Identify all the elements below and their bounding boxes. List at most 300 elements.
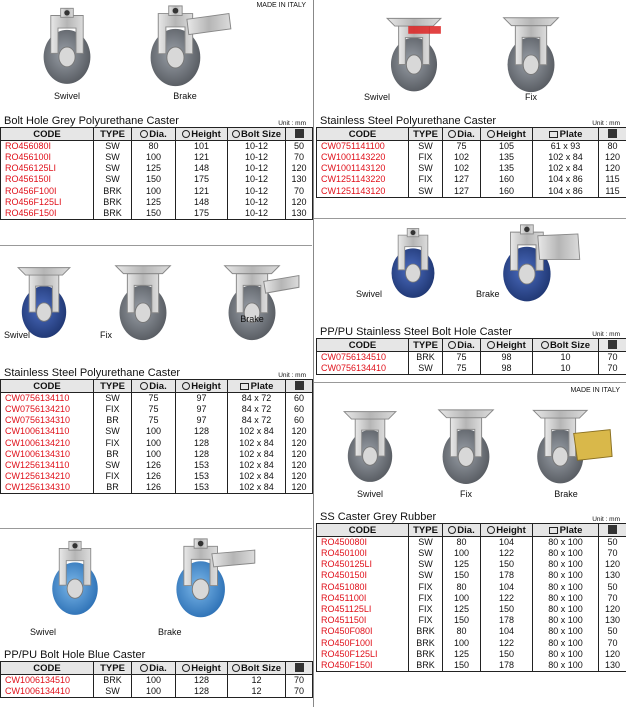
code-header xyxy=(1,380,94,393)
weight-cell: 120 xyxy=(286,460,313,471)
dia-cell: 127 xyxy=(443,174,481,185)
weight-cell: 120 xyxy=(286,438,313,449)
caster-photo-fix xyxy=(486,8,576,102)
size-cell: 80 x 100 xyxy=(533,626,599,637)
type-cell: BR xyxy=(94,449,132,460)
height-cell: 122 xyxy=(481,593,533,604)
section-stainless-pu-right xyxy=(316,0,626,198)
caster-photo-brake xyxy=(150,537,270,637)
wheel-height-icon xyxy=(182,130,190,138)
header-label: Height xyxy=(191,662,221,674)
load-capacity-icon xyxy=(608,525,617,534)
height-cell: 135 xyxy=(481,152,533,163)
size-cell: 80 x 100 xyxy=(533,559,599,570)
height-cell: 101 xyxy=(176,141,228,153)
weight-cell: 130 xyxy=(286,208,313,220)
type-cell: FIX xyxy=(94,404,132,415)
size-cell: 80 x 100 xyxy=(533,660,599,672)
weight-cell: 60 xyxy=(286,393,313,405)
dia-cell: 127 xyxy=(443,186,481,198)
section-header xyxy=(316,113,626,127)
code-cell: RO456080I xyxy=(1,141,94,153)
size-cell: 84 x 72 xyxy=(228,393,286,405)
code-cell: CW1006134310 xyxy=(1,449,94,460)
dia-header xyxy=(443,524,481,537)
table-header-row xyxy=(317,128,626,141)
dia-cell: 150 xyxy=(132,174,176,185)
section-ss-grey-rubber xyxy=(316,385,626,672)
photo-label: Fix xyxy=(100,330,112,340)
size-cell: 84 x 72 xyxy=(228,415,286,426)
code-cell: RO450F125LI xyxy=(317,649,409,660)
size-cell: 102 x 84 xyxy=(228,449,286,460)
height-cell: 98 xyxy=(481,363,533,375)
type-header xyxy=(409,524,443,537)
wheel-diameter-icon xyxy=(448,130,456,138)
table-row xyxy=(317,152,626,163)
spec-table xyxy=(316,523,626,672)
code-header xyxy=(1,662,94,675)
size-header xyxy=(228,662,286,675)
code-cell: RO450125LI xyxy=(317,559,409,570)
dia-cell: 100 xyxy=(132,426,176,437)
load-capacity-icon xyxy=(608,340,617,349)
code-cell: RO450F080I xyxy=(317,626,409,637)
weight-cell: 120 xyxy=(286,197,313,208)
size-cell: 10 xyxy=(533,352,599,364)
code-cell: CW1256134310 xyxy=(1,482,94,494)
height-cell: 121 xyxy=(176,186,228,197)
type-cell: SW xyxy=(94,393,132,405)
header-label: Bolt Size xyxy=(549,339,591,351)
table-row xyxy=(317,604,626,615)
header-label: TYPE xyxy=(413,339,438,351)
height-cell: 150 xyxy=(481,649,533,660)
type-header xyxy=(409,339,443,352)
table-row xyxy=(1,208,313,220)
type-cell: BR xyxy=(94,482,132,494)
type-header xyxy=(94,662,132,675)
code-cell: RO450F100I xyxy=(317,638,409,649)
height-cell: 122 xyxy=(481,638,533,649)
type-cell: SW xyxy=(94,686,132,698)
code-cell: RO450100I xyxy=(317,548,409,559)
dia-header xyxy=(132,380,176,393)
header-label: TYPE xyxy=(413,128,438,140)
height-cell: 175 xyxy=(176,208,228,220)
code-cell: CW1256134110 xyxy=(1,460,94,471)
header-label: Height xyxy=(496,339,526,351)
dia-cell: 80 xyxy=(443,582,481,593)
caster-image xyxy=(518,399,614,489)
weight-cell: 120 xyxy=(286,449,313,460)
table-row xyxy=(1,415,313,426)
type-cell: BRK xyxy=(94,675,132,687)
section-ppu-bolt-blue xyxy=(0,531,312,698)
photo-area xyxy=(0,248,312,365)
dia-header xyxy=(132,128,176,141)
dia-cell: 150 xyxy=(443,615,481,626)
caster-image xyxy=(135,4,235,90)
weight-cell: 50 xyxy=(599,582,626,593)
dia-cell: 80 xyxy=(132,141,176,153)
wheel-height-icon xyxy=(487,341,495,349)
caster-image xyxy=(489,8,573,96)
size-cell: 80 x 100 xyxy=(533,649,599,660)
header-label: Bolt Size xyxy=(240,662,282,674)
dia-cell: 75 xyxy=(443,363,481,375)
load-capacity-icon xyxy=(295,129,304,138)
weight-cell: 130 xyxy=(599,570,626,581)
height-header xyxy=(176,662,228,675)
section-title: PP/PU Bolt Hole Blue Caster xyxy=(4,649,146,661)
header-label: Dia. xyxy=(149,128,167,140)
section-header xyxy=(316,509,626,523)
weight-header xyxy=(599,128,626,141)
section-divider xyxy=(314,218,626,219)
weight-cell: 120 xyxy=(599,604,626,615)
size-cell: 61 x 93 xyxy=(533,141,599,153)
caster-photo-brake xyxy=(196,256,308,324)
height-cell: 104 xyxy=(481,582,533,593)
code-cell: CW1001143120 xyxy=(317,163,409,174)
size-cell: 10-12 xyxy=(228,152,286,163)
code-cell: CW1006134110 xyxy=(1,426,94,437)
table-header-row xyxy=(1,662,313,675)
caster-image xyxy=(31,4,103,90)
header-label: Dia. xyxy=(457,339,475,351)
photo-label: Brake xyxy=(240,314,264,324)
header-label: Dia. xyxy=(149,662,167,674)
height-cell: 148 xyxy=(176,197,228,208)
size-header xyxy=(533,128,599,141)
height-cell: 128 xyxy=(176,675,228,687)
height-header xyxy=(176,128,228,141)
table-row xyxy=(1,471,313,482)
type-cell: FIX xyxy=(409,582,443,593)
spec-table xyxy=(0,661,313,698)
table-row xyxy=(1,163,313,174)
height-cell: 153 xyxy=(176,482,228,494)
dia-header xyxy=(443,339,481,352)
table-row xyxy=(1,460,313,471)
photo-label: Swivel xyxy=(356,289,383,299)
dia-cell: 126 xyxy=(132,482,176,494)
photo-label: Fix xyxy=(460,489,472,499)
weight-cell: 70 xyxy=(286,186,313,197)
height-header xyxy=(481,128,533,141)
table-row xyxy=(1,197,313,208)
caster-photo-swivel xyxy=(330,399,410,499)
type-cell: SW xyxy=(409,559,443,570)
caster-image xyxy=(155,537,265,621)
code-cell: CW1006134510 xyxy=(1,675,94,687)
height-cell: 128 xyxy=(176,686,228,698)
section-title: PP/PU Stainless Steel Bolt Hole Caster xyxy=(320,326,512,338)
height-cell: 128 xyxy=(176,426,228,437)
caster-photo-swivel xyxy=(22,4,112,101)
wheel-diameter-icon xyxy=(140,664,148,672)
caster-image xyxy=(333,399,407,489)
height-cell: 128 xyxy=(176,449,228,460)
weight-header xyxy=(599,339,626,352)
dia-cell: 80 xyxy=(443,626,481,637)
photo-label: Brake xyxy=(554,489,578,499)
code-cell: RO456150I xyxy=(1,174,94,185)
caster-photo-brake xyxy=(476,223,596,299)
header-label: TYPE xyxy=(100,662,125,674)
code-cell: CW0756134310 xyxy=(1,415,94,426)
type-cell: FIX xyxy=(409,152,443,163)
code-cell: RO451150I xyxy=(317,615,409,626)
header-label: Height xyxy=(191,128,221,140)
height-cell: 150 xyxy=(481,604,533,615)
section-header xyxy=(0,647,312,661)
size-cell: 10-12 xyxy=(228,186,286,197)
load-capacity-icon xyxy=(295,381,304,390)
header-label: CODE xyxy=(33,380,61,392)
wheel-diameter-icon xyxy=(448,526,456,534)
caster-photo-swivel xyxy=(364,8,464,102)
type-cell: BR xyxy=(94,415,132,426)
type-cell: FIX xyxy=(409,593,443,604)
code-cell: CW0756134110 xyxy=(1,393,94,405)
dia-cell: 126 xyxy=(132,471,176,482)
code-cell: RO451080I xyxy=(317,582,409,593)
table-header-row xyxy=(317,339,626,352)
caster-photo-fix xyxy=(100,256,186,340)
height-cell: 153 xyxy=(176,471,228,482)
table-row xyxy=(317,352,626,364)
size-cell: 102 x 84 xyxy=(228,471,286,482)
section-title: SS Caster Grey Rubber xyxy=(320,511,437,523)
type-cell: FIX xyxy=(409,615,443,626)
code-cell: RO456F125LI xyxy=(1,197,94,208)
header-label: TYPE xyxy=(413,524,438,536)
type-cell: SW xyxy=(94,460,132,471)
weight-cell: 130 xyxy=(599,660,626,672)
photo-label: Swivel xyxy=(53,91,80,101)
table-row xyxy=(1,152,313,163)
unit-label: Unit : mm xyxy=(592,516,620,523)
size-cell: 80 x 100 xyxy=(533,638,599,649)
header-label: Plate xyxy=(559,524,583,536)
type-cell: FIX xyxy=(94,438,132,449)
header-label: Height xyxy=(496,128,526,140)
header-label: CODE xyxy=(33,128,61,140)
header-label: CODE xyxy=(348,524,377,536)
height-header xyxy=(481,339,533,352)
type-cell: SW xyxy=(409,363,443,375)
photo-label: Brake xyxy=(476,289,500,299)
code-cell: RO456100I xyxy=(1,152,94,163)
photo-label: Fix xyxy=(525,92,537,102)
code-cell: RO450080I xyxy=(317,537,409,549)
caster-image xyxy=(366,8,462,96)
table-header-row xyxy=(1,128,313,141)
code-header xyxy=(317,128,409,141)
spec-table xyxy=(0,127,313,220)
dia-cell: 80 xyxy=(443,537,481,549)
height-cell: 97 xyxy=(176,393,228,405)
weight-cell: 120 xyxy=(599,649,626,660)
table-row xyxy=(1,438,313,449)
wheel-diameter-icon xyxy=(140,382,148,390)
header-label: Bolt Size xyxy=(240,128,282,140)
table-row xyxy=(1,174,313,185)
spec-table xyxy=(0,379,313,494)
table-row xyxy=(1,686,313,698)
height-cell: 97 xyxy=(176,415,228,426)
weight-header xyxy=(286,128,313,141)
type-cell: BRK xyxy=(409,649,443,660)
height-cell: 97 xyxy=(176,404,228,415)
table-row xyxy=(317,537,626,549)
size-cell: 10-12 xyxy=(228,174,286,185)
photo-label: Swivel xyxy=(364,92,391,102)
height-cell: 104 xyxy=(481,626,533,637)
size-cell: 104 x 86 xyxy=(533,174,599,185)
header-label: Dia. xyxy=(457,524,475,536)
dia-cell: 75 xyxy=(132,404,176,415)
type-header xyxy=(409,128,443,141)
section-title: Stainless Steel Polyurethane Caster xyxy=(320,115,497,127)
type-cell: FIX xyxy=(94,471,132,482)
weight-cell: 60 xyxy=(286,404,313,415)
height-cell: 122 xyxy=(481,548,533,559)
size-cell: 10-12 xyxy=(228,197,286,208)
table-row xyxy=(317,626,626,637)
size-cell: 102 x 84 xyxy=(228,482,286,494)
weight-cell: 60 xyxy=(286,415,313,426)
code-cell: CW0751141100 xyxy=(317,141,409,153)
column-divider xyxy=(313,0,314,707)
dia-cell: 125 xyxy=(443,604,481,615)
code-cell: CW1006134410 xyxy=(1,686,94,698)
size-cell: 104 x 86 xyxy=(533,186,599,198)
wheel-height-icon xyxy=(182,664,190,672)
made-in-italy-label: MADE IN ITALY xyxy=(570,387,620,394)
table-header-row xyxy=(1,380,313,393)
dia-cell: 100 xyxy=(132,438,176,449)
type-cell: BRK xyxy=(94,208,132,220)
header-label: Dia. xyxy=(457,128,475,140)
height-cell: 178 xyxy=(481,615,533,626)
weight-cell: 80 xyxy=(599,141,626,153)
dia-cell: 75 xyxy=(132,393,176,405)
type-header xyxy=(94,380,132,393)
height-cell: 104 xyxy=(481,537,533,549)
load-capacity-icon xyxy=(608,129,617,138)
size-cell: 102 x 84 xyxy=(228,426,286,437)
dia-cell: 100 xyxy=(132,449,176,460)
height-cell: 148 xyxy=(176,163,228,174)
size-cell: 10-12 xyxy=(228,163,286,174)
section-divider xyxy=(314,382,626,383)
weight-cell: 130 xyxy=(599,615,626,626)
header-label: CODE xyxy=(348,128,377,140)
header-label: TYPE xyxy=(100,380,125,392)
caster-photo-brake xyxy=(516,399,616,499)
section-divider xyxy=(0,528,312,529)
table-header-row xyxy=(317,524,626,537)
code-header xyxy=(317,339,409,352)
weight-cell: 120 xyxy=(599,163,626,174)
height-cell: 160 xyxy=(481,174,533,185)
caster-photo-swivel xyxy=(30,537,120,637)
height-cell: 153 xyxy=(176,460,228,471)
photo-label: Brake xyxy=(173,91,197,101)
plate-icon xyxy=(240,383,249,390)
weight-cell: 120 xyxy=(286,471,313,482)
header-label: Plate xyxy=(559,128,583,140)
type-cell: BRK xyxy=(409,626,443,637)
unit-label: Unit : mm xyxy=(592,331,620,338)
code-cell: RO450150I xyxy=(317,570,409,581)
section-title: Bolt Hole Grey Polyurethane Caster xyxy=(4,115,179,127)
height-cell: 135 xyxy=(481,163,533,174)
code-cell: RO451100I xyxy=(317,593,409,604)
table-row xyxy=(1,675,313,687)
weight-cell: 50 xyxy=(599,626,626,637)
weight-cell: 120 xyxy=(599,152,626,163)
dia-cell: 100 xyxy=(443,638,481,649)
dia-cell: 75 xyxy=(443,141,481,153)
type-cell: SW xyxy=(94,174,132,185)
size-cell: 80 x 100 xyxy=(533,593,599,604)
size-cell: 10-12 xyxy=(228,208,286,220)
weight-cell: 50 xyxy=(286,141,313,153)
dia-cell: 125 xyxy=(443,559,481,570)
height-cell: 105 xyxy=(481,141,533,153)
size-cell: 12 xyxy=(228,686,286,698)
weight-header xyxy=(599,524,626,537)
weight-cell: 130 xyxy=(286,174,313,185)
type-cell: FIX xyxy=(409,174,443,185)
type-cell: SW xyxy=(409,141,443,153)
size-header xyxy=(228,128,286,141)
dia-cell: 100 xyxy=(132,152,176,163)
type-cell: BRK xyxy=(409,352,443,364)
code-cell: RO456F100I xyxy=(1,186,94,197)
load-capacity-icon xyxy=(295,663,304,672)
dia-cell: 100 xyxy=(132,675,176,687)
weight-cell: 70 xyxy=(599,593,626,604)
weight-cell: 120 xyxy=(286,482,313,494)
section-title: Stainless Steel Polyurethane Caster xyxy=(4,367,181,379)
code-cell: CW0756134510 xyxy=(317,352,409,364)
weight-cell: 70 xyxy=(599,363,626,375)
code-cell: RO450F150I xyxy=(317,660,409,672)
height-cell: 121 xyxy=(176,152,228,163)
size-cell: 102 x 84 xyxy=(228,438,286,449)
caster-image xyxy=(40,537,110,621)
type-cell: SW xyxy=(94,141,132,153)
section-divider xyxy=(0,245,312,246)
size-header xyxy=(228,380,286,393)
caster-photo-swivel xyxy=(356,223,456,299)
weight-header xyxy=(286,662,313,675)
dia-cell: 102 xyxy=(443,163,481,174)
size-cell: 10 xyxy=(533,363,599,375)
height-header xyxy=(176,380,228,393)
table-row xyxy=(1,404,313,415)
table-row xyxy=(317,649,626,660)
code-cell: CW1251143220 xyxy=(317,174,409,185)
spec-table xyxy=(316,127,626,198)
wheel-height-icon xyxy=(487,130,495,138)
weight-cell: 120 xyxy=(286,426,313,437)
